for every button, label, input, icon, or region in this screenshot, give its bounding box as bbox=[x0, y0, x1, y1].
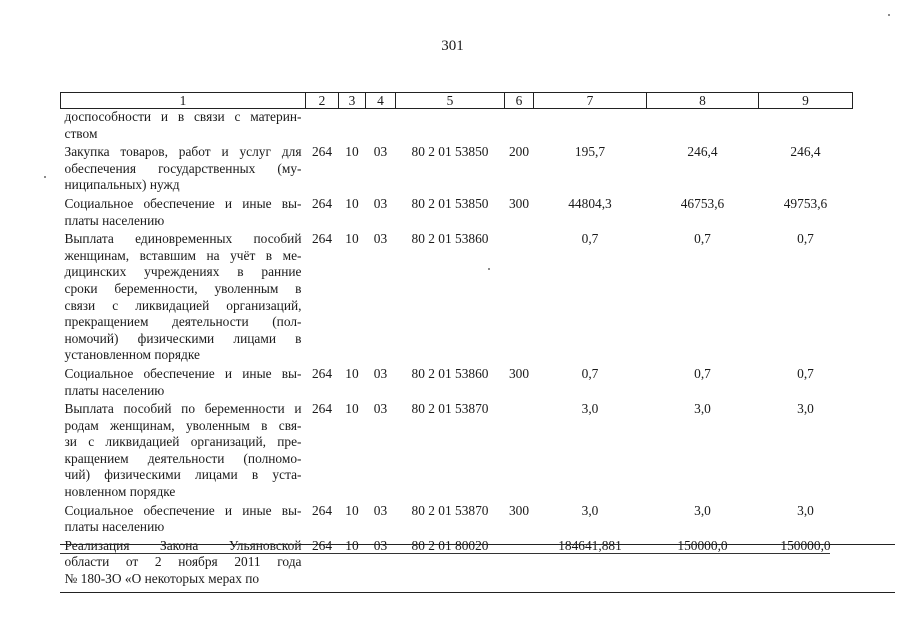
subsection-code: 03 bbox=[373, 365, 388, 381]
description-line: Реализация Закона Ульяновской bbox=[64, 537, 302, 553]
description-line: платы населению bbox=[64, 212, 165, 228]
table-rule bbox=[60, 592, 895, 593]
expense-type-code bbox=[505, 109, 534, 143]
amount-year-2: 0,7 bbox=[694, 365, 711, 381]
description-line: родам женщинам, уволенным в свя- bbox=[64, 417, 302, 433]
row-description bbox=[61, 501, 306, 536]
row-description bbox=[61, 364, 306, 399]
section-code: 10 bbox=[345, 365, 359, 381]
chapter-code: 264 bbox=[311, 502, 333, 518]
target-article-code: 80 2 01 80020 bbox=[411, 537, 489, 553]
table-rule bbox=[60, 544, 895, 545]
subsection-code: 03 bbox=[373, 144, 388, 160]
description-line: сроки беременности, уволенным в bbox=[64, 280, 302, 296]
description-line: дицинских учреждениях в ранние bbox=[64, 264, 302, 280]
description-line: номочий) физическими лицами в bbox=[64, 330, 302, 346]
description-line: платы населению bbox=[64, 382, 165, 398]
description-line: Выплата пособий по беременности и bbox=[64, 401, 302, 417]
table-row bbox=[61, 109, 853, 143]
description-line: новленном порядке bbox=[64, 484, 176, 500]
subsection-code: 03 bbox=[373, 502, 388, 518]
description-line: Социальное обеспечение и иные вы- bbox=[64, 502, 302, 518]
subsection-code bbox=[366, 109, 396, 143]
table-row bbox=[61, 142, 853, 194]
description-line: Выплата единовременных пособий bbox=[64, 231, 302, 247]
chapter-code: 264 bbox=[311, 144, 333, 160]
strike-line bbox=[60, 553, 830, 554]
description-line: установленном порядке bbox=[64, 347, 200, 363]
description-line: доспособности и в связи с материн- bbox=[64, 109, 302, 124]
chapter-code: 264 bbox=[311, 401, 333, 417]
description-line: области от 2 ноября 2011 года bbox=[64, 554, 302, 570]
chapter-code: 264 bbox=[311, 231, 333, 247]
description-line: зи с ликвидацией организаций, пре- bbox=[64, 434, 302, 450]
scan-speck bbox=[888, 14, 890, 16]
amount-year-2: 0,7 bbox=[694, 231, 711, 247]
target-article-code: 80 2 01 53870 bbox=[411, 502, 489, 518]
table-row bbox=[61, 229, 853, 364]
section-code: 10 bbox=[345, 401, 359, 417]
section-code: 10 bbox=[345, 195, 359, 211]
scan-speck bbox=[488, 268, 490, 270]
amount-year-1: 3,0 bbox=[581, 401, 599, 417]
expense-type-code bbox=[505, 399, 534, 501]
subsection-code: 03 bbox=[373, 537, 388, 553]
column-header: 2 bbox=[306, 93, 339, 109]
chapter-code: 264 bbox=[311, 537, 333, 553]
target-article-code bbox=[396, 109, 505, 143]
row-description bbox=[61, 194, 306, 229]
budget-table bbox=[60, 92, 853, 588]
column-number-row bbox=[61, 93, 853, 109]
column-header: 8 bbox=[647, 93, 759, 109]
target-article-code: 80 2 01 53870 bbox=[411, 401, 489, 417]
amount-year-1: 184641,881 bbox=[558, 537, 622, 553]
description-line: ниципальных) нужд bbox=[64, 177, 180, 193]
row-description bbox=[61, 142, 306, 194]
chapter-code: 264 bbox=[311, 195, 333, 211]
description-line: Закупка товаров, работ и услуг для bbox=[64, 144, 302, 160]
column-header: 4 bbox=[366, 93, 396, 109]
target-article-code: 80 2 01 53850 bbox=[411, 144, 489, 160]
amount-year-2: 150000,0 bbox=[677, 537, 728, 553]
description-line: кращением деятельности (полномо- bbox=[64, 450, 302, 466]
amount-year-3: 3,0 bbox=[797, 502, 814, 518]
amount-year-1: 0,7 bbox=[581, 365, 599, 381]
description-line: обеспечения государственных (му- bbox=[64, 160, 302, 176]
amount-year-3: 246,4 bbox=[790, 144, 821, 160]
table-row bbox=[61, 399, 853, 501]
amount-year-3: 0,7 bbox=[797, 231, 814, 247]
column-header: 3 bbox=[339, 93, 366, 109]
subsection-code: 03 bbox=[373, 231, 388, 247]
target-article-code: 80 2 01 53850 bbox=[411, 195, 489, 211]
section-code: 10 bbox=[345, 502, 359, 518]
chapter-code: 264 bbox=[311, 365, 333, 381]
description-line: чий) физическими лицами в уста- bbox=[64, 467, 302, 483]
page-number: 301 bbox=[441, 38, 464, 54]
expense-type-code: 300 bbox=[508, 195, 530, 211]
description-line: женщинам, вставшим на учёт в ме- bbox=[64, 247, 302, 263]
amount-year-3: 3,0 bbox=[797, 401, 814, 417]
expense-type-code: 300 bbox=[508, 502, 530, 518]
expense-type-code: 200 bbox=[508, 144, 530, 160]
table-row bbox=[61, 194, 853, 229]
row-description bbox=[61, 399, 306, 501]
section-code: 10 bbox=[345, 144, 359, 160]
target-article-code: 80 2 01 53860 bbox=[411, 231, 489, 247]
row-description bbox=[61, 229, 306, 364]
amount-year-1 bbox=[534, 109, 647, 143]
table-row bbox=[61, 501, 853, 536]
table-body bbox=[61, 109, 853, 588]
chapter-code bbox=[306, 109, 339, 143]
description-line: прекращением деятельности (пол- bbox=[64, 314, 302, 330]
column-header: 5 bbox=[396, 93, 505, 109]
amount-year-2: 46753,6 bbox=[680, 195, 725, 211]
amount-year-3: 150000,0 bbox=[780, 537, 831, 553]
amount-year-1: 0,7 bbox=[581, 231, 599, 247]
column-header: 9 bbox=[759, 93, 853, 109]
section-code: 10 bbox=[345, 537, 359, 553]
scan-speck bbox=[44, 176, 46, 178]
expense-type-code bbox=[505, 229, 534, 364]
amount-year-3: 49753,6 bbox=[783, 195, 828, 211]
section-code bbox=[339, 109, 366, 143]
description-line: связи с ликвидацией организаций, bbox=[64, 297, 302, 313]
expense-type-code: 300 bbox=[508, 365, 530, 381]
description-line: Социальное обеспечение и иные вы- bbox=[64, 365, 302, 381]
amount-year-1: 195,7 bbox=[574, 144, 606, 160]
description-line: платы населению bbox=[64, 519, 165, 535]
amount-year-2: 3,0 bbox=[694, 502, 711, 518]
column-header: 6 bbox=[505, 93, 534, 109]
description-line: ством bbox=[64, 125, 98, 141]
amount-year-2 bbox=[647, 109, 759, 143]
amount-year-2: 246,4 bbox=[687, 144, 718, 160]
column-header: 7 bbox=[534, 93, 647, 109]
amount-year-3: 0,7 bbox=[797, 365, 814, 381]
table-row bbox=[61, 364, 853, 399]
amount-year-1: 44804,3 bbox=[568, 195, 612, 211]
section-code: 10 bbox=[345, 231, 359, 247]
row-description bbox=[61, 109, 306, 143]
subsection-code: 03 bbox=[373, 401, 388, 417]
amount-year-3 bbox=[759, 109, 853, 143]
target-article-code: 80 2 01 53860 bbox=[411, 365, 489, 381]
column-header: 1 bbox=[61, 93, 306, 109]
amount-year-2: 3,0 bbox=[694, 401, 711, 417]
subsection-code: 03 bbox=[373, 195, 388, 211]
description-line: Социальное обеспечение и иные вы- bbox=[64, 195, 302, 211]
description-line: № 180-ЗО «О некоторых мерах по bbox=[64, 571, 260, 587]
amount-year-1: 3,0 bbox=[581, 502, 599, 518]
